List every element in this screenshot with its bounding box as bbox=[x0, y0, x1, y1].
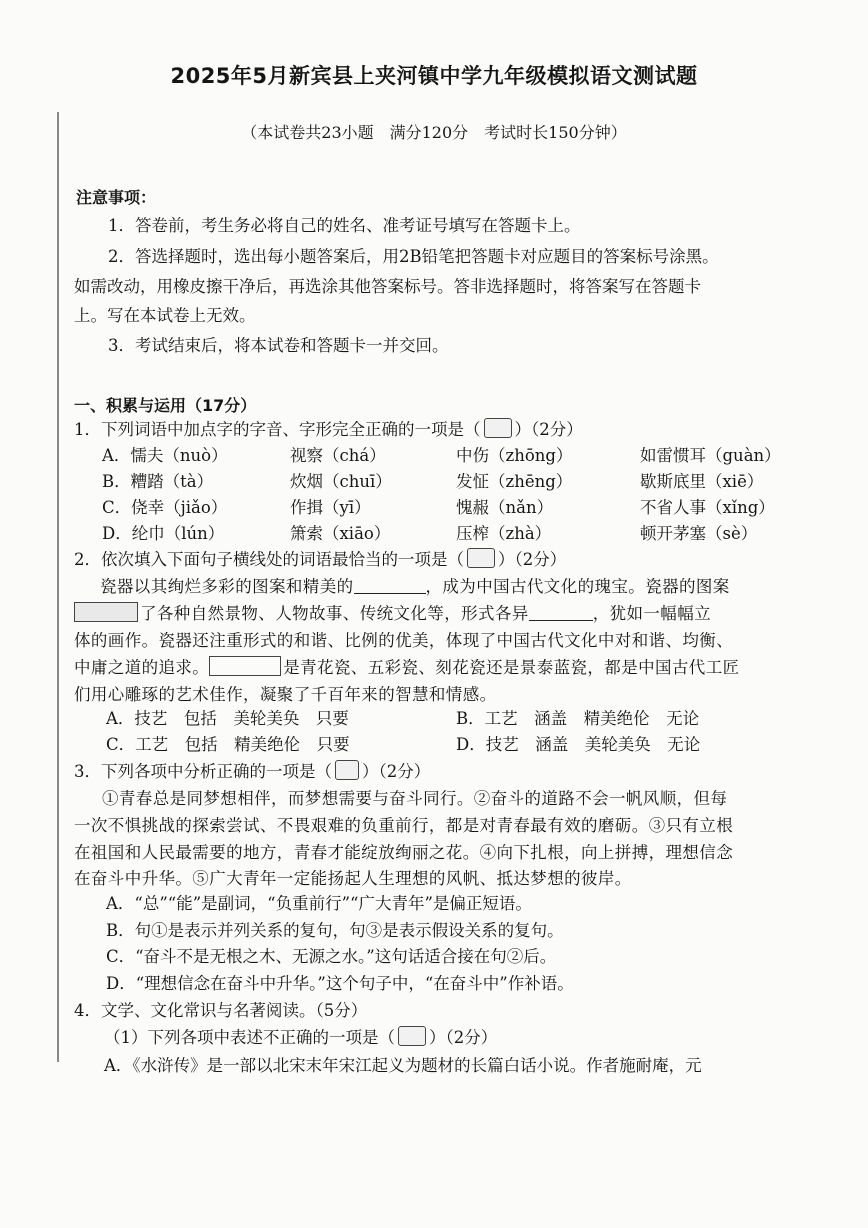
question-1-stem-text: 1．下列词语中加点字的字音、字形完全正确的一项是（ bbox=[74, 420, 481, 439]
option-cell: 视察（chá） bbox=[290, 446, 386, 465]
option-cell: 如雷惯耳（guàn） bbox=[640, 446, 781, 465]
left-margin-rule bbox=[57, 112, 59, 1062]
option-cell: 炊烟（chuī） bbox=[290, 472, 392, 491]
fill-box-2[interactable] bbox=[74, 602, 138, 622]
question-3-stem bbox=[74, 759, 430, 785]
passage-line: 一次不惧挑战的探索尝试、不畏艰难的负重前行，都是对青春最有效的磨砺。③只有立根 bbox=[74, 816, 734, 835]
option-cell: D．纶巾（lún） bbox=[102, 524, 225, 543]
question-2-options-row-1 bbox=[106, 706, 806, 732]
option-cell: 歇斯底里（xiē） bbox=[640, 472, 764, 491]
option-c: C．工艺 包括 精美绝伦 只要 bbox=[106, 735, 350, 754]
answer-blank-3[interactable] bbox=[335, 760, 359, 780]
question-4-sub-1-score: ）（2分） bbox=[429, 1028, 498, 1047]
notes-item-2: 2．答选择题时，选出每小题答案后，用2B铅笔把答题卡对应题目的答案标号涂黑。 bbox=[108, 247, 719, 266]
answer-blank-4[interactable] bbox=[398, 1026, 426, 1046]
option-cell: 中伤（zhōng） bbox=[456, 446, 573, 465]
question-3-option-a: A．“总”“能”是副词，“负重前行”“广大青年”是偏正短语。 bbox=[106, 894, 532, 913]
notes-item-2-cont: 如需改动，用橡皮擦干净后，再选涂其他答案标号。答非选择题时，将答案写在答题卡 bbox=[74, 277, 701, 296]
exam-title: 2025年5月新宾县上夹河镇中学九年级模拟语文测试题 bbox=[170, 64, 698, 88]
option-cell: 愧赧（nǎn） bbox=[456, 498, 554, 517]
passage-text: 中庸之道的追求。 bbox=[74, 658, 210, 677]
question-1-stem bbox=[74, 417, 583, 443]
notes-item-1: 1．答卷前，考生务必将自己的姓名、准考证号填写在答题卡上。 bbox=[108, 216, 581, 235]
passage-line bbox=[100, 574, 730, 600]
option-cell: 压榨（zhà） bbox=[456, 524, 552, 543]
passage-line bbox=[74, 655, 740, 681]
question-4-sub-1-text: （1）下列各项中表述不正确的一项是（ bbox=[104, 1028, 395, 1047]
passage-text: 了各种自然景物、人物故事、传统文化等，形式各异 bbox=[140, 604, 529, 623]
passage-text: ，成为中国古代文化的瑰宝。瓷器的图案 bbox=[425, 577, 730, 596]
passage-line bbox=[74, 601, 711, 627]
passage-line: 在奋斗中升华。⑤广大青年一定能扬起人生理想的风帆、抵达梦想的彼岸。 bbox=[74, 869, 632, 888]
option-cell: 不省人事（xǐng） bbox=[640, 498, 775, 517]
notes-heading: 注意事项： bbox=[76, 188, 157, 207]
option-a: A．技艺 包括 美轮美奂 只要 bbox=[106, 709, 349, 728]
fill-box-4[interactable] bbox=[209, 656, 281, 676]
option-cell: 发怔（zhēng） bbox=[456, 472, 573, 491]
question-1-row-a bbox=[102, 443, 822, 469]
question-2-score: ）（2分） bbox=[498, 550, 567, 569]
option-cell: A．懦夫（nuò） bbox=[102, 446, 228, 465]
option-cell: 顿开茅塞（sè） bbox=[640, 524, 758, 543]
option-d: D．技艺 涵盖 美轮美奂 无论 bbox=[456, 735, 701, 754]
passage-line: 在祖国和人民最需要的地方，青春才能绽放绚丽之花。④向下扎根，向上拼搏，理想信念 bbox=[74, 843, 734, 862]
question-1-row-b bbox=[102, 469, 822, 495]
question-1-row-c bbox=[102, 495, 822, 521]
exam-subtitle: （本试卷共23小题 满分120分 考试时长150分钟） bbox=[241, 123, 627, 142]
question-3-stem-text: 3．下列各项中分析正确的一项是（ bbox=[74, 762, 332, 781]
notes-item-2-end: 上。写在本试卷上无效。 bbox=[74, 306, 256, 325]
question-1-row-d bbox=[102, 521, 822, 547]
passage-text: ，犹如一幅幅立 bbox=[592, 604, 712, 623]
answer-blank-1[interactable] bbox=[484, 418, 512, 438]
question-2-options-row-2 bbox=[106, 732, 806, 758]
question-3-option-b: B．句①是表示并列关系的复句，句③是表示假设关系的复句。 bbox=[106, 921, 564, 940]
option-cell: B．糟踏（tà） bbox=[102, 472, 214, 491]
question-4-option-a: A．《水浒传》是一部以北宋末年宋江起义为题材的长篇白话小说。作者施耐庵，元 bbox=[104, 1056, 702, 1075]
option-b: B．工艺 涵盖 精美绝伦 无论 bbox=[456, 709, 700, 728]
passage-text: 瓷器以其绚烂多彩的图案和精美的 bbox=[100, 577, 354, 596]
question-3-score: ）（2分） bbox=[362, 762, 431, 781]
section-heading: 一、积累与运用（17分） bbox=[74, 396, 257, 415]
option-cell: 箫索（xiāo） bbox=[290, 524, 391, 543]
notes-item-3: 3．考试结束后，将本试卷和答题卡一并交回。 bbox=[108, 336, 449, 355]
option-cell: C．侥幸（jiǎo） bbox=[102, 498, 228, 517]
question-2-stem-text: 2．依次填入下面句子横线处的词语最恰当的一项是（ bbox=[74, 550, 464, 569]
option-cell: 作揖（yī） bbox=[290, 498, 371, 517]
question-3-option-c: C．“奋斗不是无根之木、无源之水。”这句话适合接在句②后。 bbox=[106, 947, 557, 966]
question-4-stem: 4．文学、文化常识与名著阅读。（5分） bbox=[74, 1001, 368, 1020]
fill-line-3[interactable] bbox=[529, 604, 593, 621]
question-2-stem bbox=[74, 547, 566, 573]
answer-blank-2[interactable] bbox=[467, 548, 495, 568]
passage-line: 们用心雕琢的艺术佳作，凝聚了千百年来的智慧和情感。 bbox=[74, 685, 497, 704]
passage-text: 是青花瓷、五彩瓷、刻花瓷还是景泰蓝瓷，都是中国古代工匠 bbox=[283, 658, 740, 677]
question-4-sub-1 bbox=[104, 1025, 497, 1051]
question-1-score: ）（2分） bbox=[514, 420, 583, 439]
passage-line: 体的画作。瓷器还注重形式的和谐、比例的优美，体现了中国古代文化中对和谐、均衡、 bbox=[74, 631, 734, 650]
passage-line: ①青春总是同梦想相伴，而梦想需要与奋斗同行。②奋斗的道路不会一帆风顺，但每 bbox=[102, 789, 728, 808]
question-3-option-d: D．“理想信念在奋斗中升华。”这个句子中，“在奋斗中”作补语。 bbox=[106, 974, 574, 993]
fill-line-1[interactable] bbox=[354, 577, 426, 594]
